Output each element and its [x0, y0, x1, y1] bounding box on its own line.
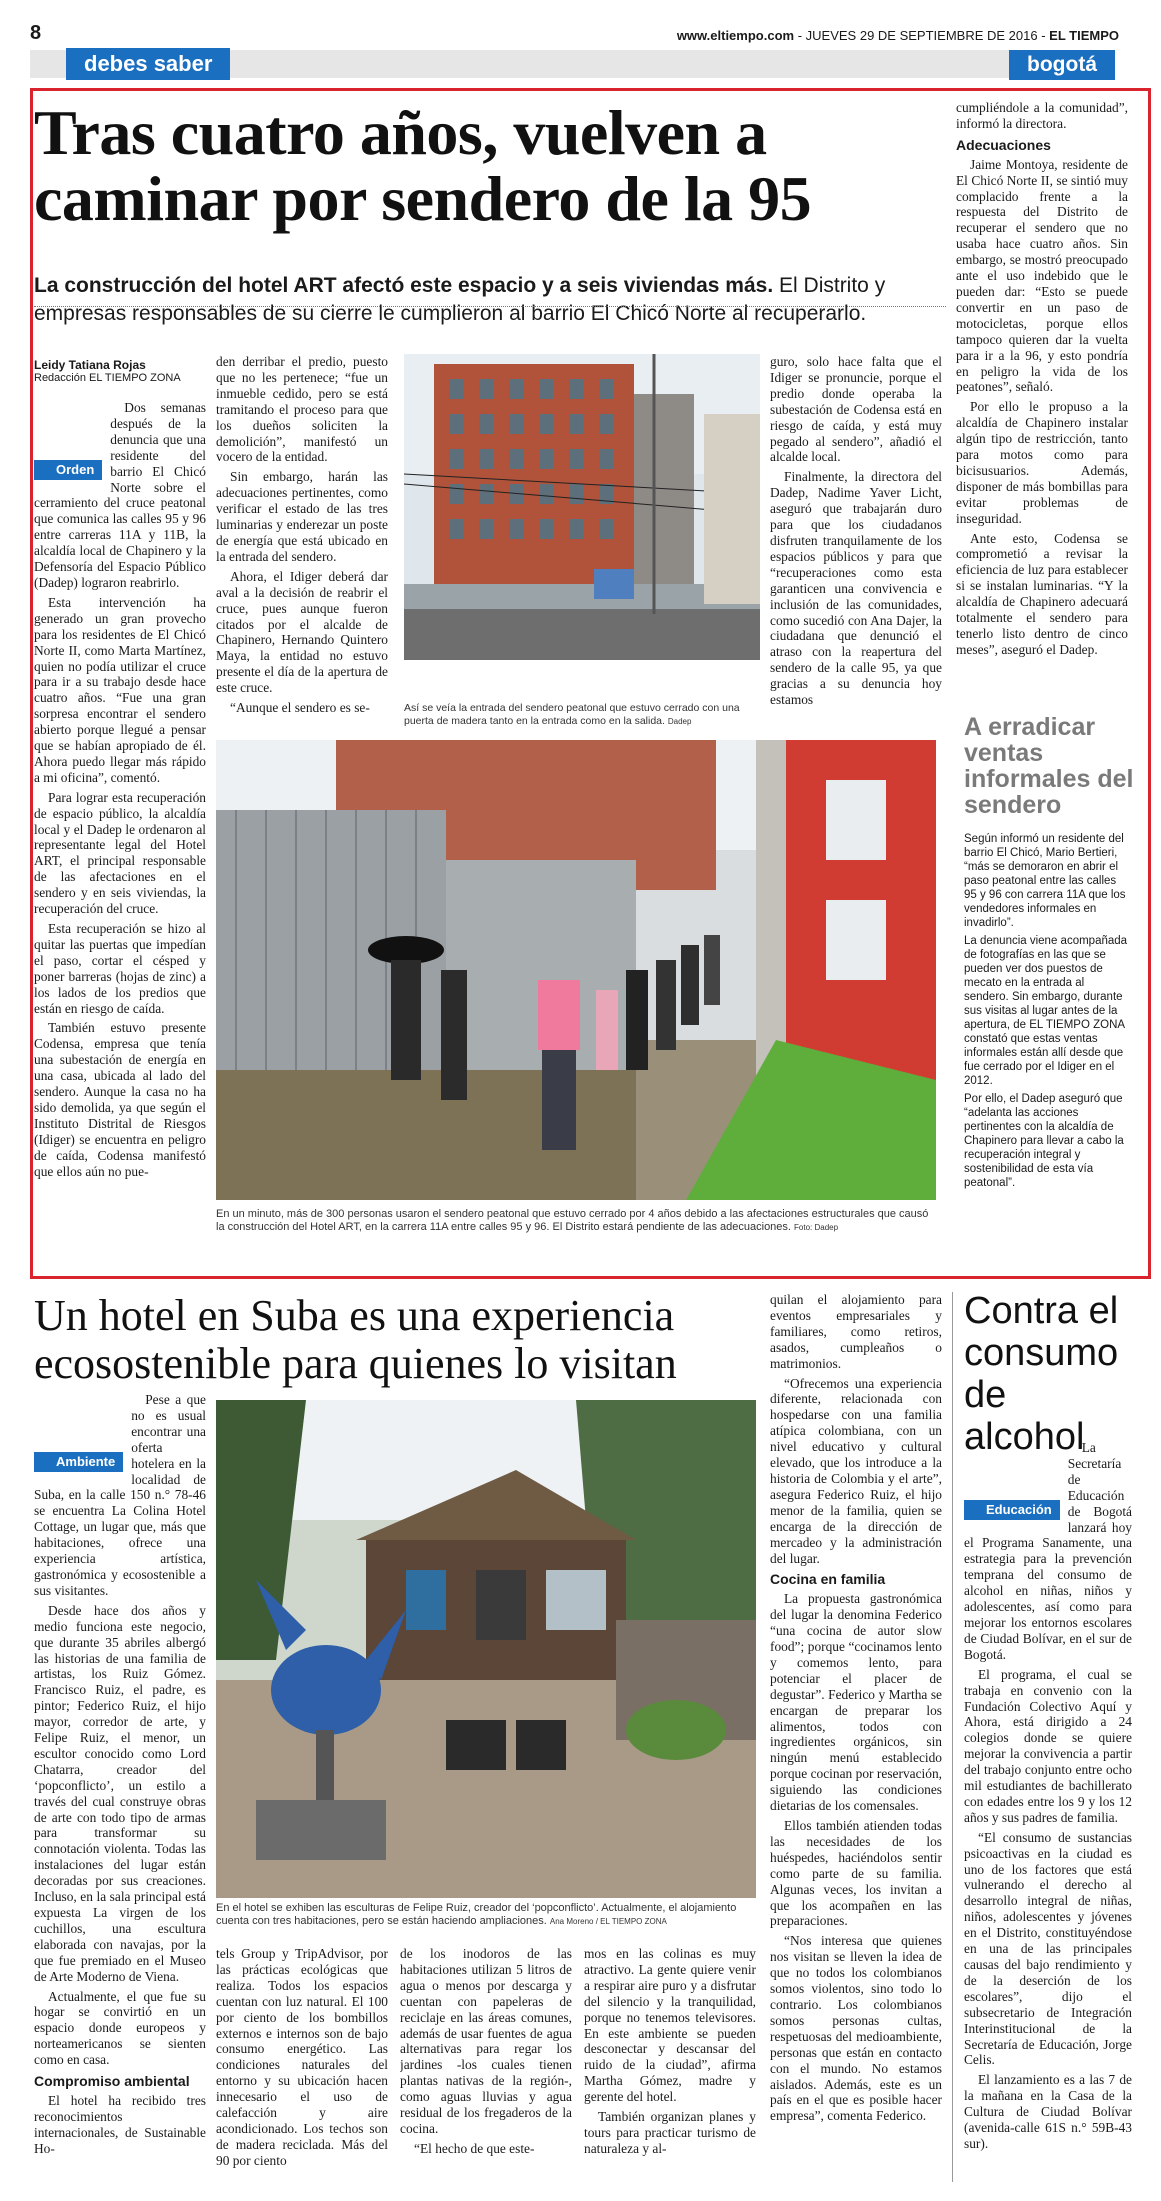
- hotel-col1-p1: [34, 1392, 206, 1599]
- tag-orden: Orden: [34, 460, 102, 480]
- dateline-sep: -: [797, 28, 806, 43]
- photo1-caption-text: Así se veía la entrada del sendero peatonal que estuvo cerrado con una puerta de madera tanto en la entrada como en la salida.: [404, 702, 740, 727]
- main-col5-p4: Ante esto, Codensa se comprometió a revisar la eficiencia de luz para establecer si se instalan luminarias. “Y la alcaldía de Chapinero adecuará totalmente el sendero para tenerlo listo dentro de cinco meses”, aseguró el Dadep.: [956, 530, 1128, 657]
- photo-hotel-building-art: [404, 354, 760, 660]
- deck-bold: La construcción del hotel ART afectó este espacio y a seis viviendas más.: [34, 274, 774, 297]
- dateline: [677, 28, 1119, 43]
- main-col5-p2: Jaime Montoya, residente de El Chicó Norte II, se sintió muy complacido frente a la respuesta del Distrito de recuperar el sendero que no usaba hace cuatro años. Sin embargo, se mostró preocupado ante el uso indebido que le pueden dar: “Esto se puede convertir en un paso de motocicletas, porque ellos tampoco quieren dar la vuelta para ir a la 96, y esto pondría en peligro la vida de los peatones”, señaló.: [956, 156, 1128, 395]
- alcohol-p3: “El consumo de sustancias psicoactivas en la ciudad es uno de los factores que está vulnerando el derecho al desarrollo integral de niñas, niños, adolescentes y jóvenes en el Distrito, constituyéndose en una de las principales causas del bajo rendimiento y de la deserción de los escolares”, dijo el subsecretario de Integración Interinstitucional de la Secretaría de Educación, Jorge Celis.: [964, 1829, 1132, 2068]
- sidebar-vendors-body: [964, 832, 1132, 1272]
- dateline-paper: EL TIEMPO: [1049, 28, 1119, 43]
- main-col-4: [770, 354, 942, 734]
- main-col5-p1: cumpliéndole a la comunidad”, informó la directora.: [956, 100, 1128, 131]
- hotel-col-3: [400, 1946, 572, 2182]
- hotel-col1-p2: Desde hace dos años y medio funciona este negocio, que durante 35 abriles albergó las historias de una familia de artistas, los Ruiz Gómez. Francisco Ruiz, el padre, es pintor; Federico Ruiz, el hijo mayor, corredor de arte, y Felipe Ruiz, el menor, un escultor conocido como Lord Chatarra, creador del ‘popconflicto’, un estilo a través del cual construye obras de arte con todo tipo de armas para transformar su connotación violenta. Todas las instalaciones del lugar están decoradas por sus creaciones. Incluso, en la sala principal está expuesta La virgen de los cuchillos, una escultura elaborada con navajas, por la que fue premiado en el Museo de Arte Moderno de Viena.: [34, 1602, 206, 1984]
- alcohol-p2: El programa, el cual se trabaja en convenio con la Fundación Colectivo Aquí y Ahora, está dirigido a 24 colegios donde se quiere mejorar la convivencia a partir del trabajo conjunto entre ocho mil estudiantes de bachillerato con edades entre los 9 y los 12 años y sus padres de familia.: [964, 1666, 1132, 1825]
- photo1-caption: [404, 702, 760, 728]
- hotel-col-2: [216, 1946, 388, 2182]
- alcohol-body: [964, 1440, 1132, 2182]
- hotel-photo-caption: [216, 1902, 756, 1928]
- hotel-col-4: [584, 1946, 756, 2182]
- main-col4-p2: Finalmente, la directora del Dadep, Nadime Yaver Licht, aseguró que trabajarán duro para que los ciudadanos disfruten tranquilamente de los espacios públicos y para que “recuperaciones como esta garanticen una convivencia e inclusión de las comunidades, como sucedió con Ana Dajer, la ciudadana que denunció el atraso con la reapertura del sendero de la calle 95, ya que gracias a su denuncia hoy estamos: [770, 469, 942, 708]
- photo-hotel-building: [404, 354, 760, 660]
- alcohol-headline: Contra el consumo de alcohol: [964, 1290, 1119, 1458]
- byline: [34, 358, 204, 384]
- byline-role: Redacción EL TIEMPO ZONA: [34, 372, 181, 384]
- main-col-5: [956, 100, 1128, 700]
- photo1-credit: Dadep: [667, 716, 692, 726]
- photo-walkway-crowd: [216, 740, 936, 1200]
- hotel-photo-caption-text: En el hotel se exhiben las esculturas de Felipe Ruiz, creador del ‘popconflicto’. Actualmente, el alojamiento cuenta con tres habitaciones, pero se están haciendo ampliaciones.: [216, 1902, 737, 1927]
- hotel-col4-p2: También organizan planes y tours para practicar turismo de naturaleza y al-: [584, 2109, 756, 2156]
- page-number: 8: [30, 22, 42, 44]
- main-col1-p4: Esta recuperación se hizo al quitar las puertas que impedían el paso, cortar el césped y poner barreras (hojas de zinc) a los lados de los predios que están en riesgo de caída.: [34, 921, 206, 1016]
- hotel-col3-p1: de los inodoros de las habitaciones utilizan 5 litros de agua o menos por descarga y cuentan con papeleras de reciclaje en las áreas comunes, además de usar fuentes de agua alternativas para regar los jardines -los cuales tienen plantas nativas de la región-, como aguas lluvias y agua residual de los fregaderos de la cocina.: [400, 1946, 572, 2136]
- main-col1-p5: También estuvo presente Codensa, empresa que tenía una subestación de energía en una casa, ubicada al lado del sendero. Aunque la casa no ha sido demolida, ya que según el Instituto Distrital de Riesgos (Idiger) se encuentra en peligro de caída, Codensa manifestó que ellos aún no pue-: [34, 1020, 206, 1179]
- main-col2-p4: “Aunque el sendero es se-: [230, 700, 370, 716]
- alcohol-p1: [964, 1440, 1132, 1663]
- photo2-caption-text: En un minuto, más de 300 personas usaron el sendero peatonal que estuvo cerrado por 4 años debido a las afectaciones estructurales que causó la construcción del Hotel ART, en la carrera 11A entre calles 95 y 96. El Distrito estará pendiente de las adecuaciones.: [216, 1208, 929, 1233]
- main-col2-p3: Ahora, el Idiger deberá dar aval a la decisión de reabrir el cruce, pues aunque fueron citados por el alcalde de Chapinero, Hernando Quintero Maya, la entidad no estuvo presente el día de la apertura de este cruce.: [216, 568, 388, 696]
- main-col2-p1: den derribar el predio, puesto que no les pertenece; “fue un inmueble cedido, pero se está tramitando el proceso para que los dueños soliciten la demolición”, manifestó un vocero de la entidad.: [216, 354, 388, 465]
- photo2-credit: Foto: Dadep: [794, 1223, 839, 1232]
- hotel-col1-p1-text: Pese a que no es usual encontrar una oferta hotelera en la localidad de Suba, en la calle 150 n.° 78-46 se encuentra La Colina Hotel Cottage, un lugar que, más que habitaciones, ofrece una experiencia artística, gastronómica y ecosostenible a sus visitantes.: [34, 1392, 206, 1598]
- main-deck: [34, 272, 954, 328]
- subhead-compromiso: Compromiso ambiental: [34, 2073, 190, 2090]
- hotel-col5-p3: La propuesta gastronómica del lugar la denomina Federico “una cocina de autor slow food”; porque “cocinamos lento y comemos lento, para potenciar el placer de degustar”. Federico y Martha se encargan de preparar los alimentos, todos con ingredientes orgánicos, sin ningún menú establecido porque cocinan por reservación, siguiendo las condiciones dietarias de los comensales.: [770, 1591, 942, 1814]
- alcohol-p1-text: La Secretaría de Educación de Bogotá lanzará hoy el Programa Sanamente, una estrategia para la prevención temprana del consumo de alcohol en niñas, niños y adolescentes, así como para mejorar los entornos escolares de Ciudad Bolívar, en el sur de Bogotá.: [964, 1440, 1132, 1662]
- byline-name: Leidy Tatiana Rojas: [34, 358, 146, 372]
- hotel-col5-p4: Ellos también atienden todas las necesidades de los huéspedes, haciéndolos sentir como parte de su familia. Algunas veces, los invitan a que los acompañen en las preparaciones.: [770, 1818, 942, 1929]
- hotel-col2-p1: tels Group y TripAdvisor, por las prácticas ecológicas que realiza. Todos los espacios cuentan con luz natural. El 100 por ciento de los bombillos externos e internos son de bajo consumo energético. Las condiciones naturales del entorno y su ubicación hacen innecesario el uso de calefacción y aire acondicionado. Los techos son de madera reciclada. Más del 90 por ciento: [216, 1946, 388, 2168]
- sidebar-p1: Según informó un residente del barrio El Chicó, Mario Bertieri, “más se demoraron en abrir el paso peatonal entre las calles 95 y 96 con carrera 11A que los vendedores informales en invadirlo”.: [964, 833, 1126, 929]
- hotel-col4-p1: mos en las colinas es muy atractivo. La gente quiere venir a respirar aire puro y a disfrutar del silencio y la tranquilidad, porque no tenemos televisores. En este ambiente se pueden desconectar y descansar del ruido de la ciudad”, afirma Martha Gómez, madre y gerente del hotel.: [584, 1946, 756, 2105]
- main-col5-p3: Por ello le propuso a la alcaldía de Chapinero instalar algún tipo de restricción, tanto para motos como para bicisusuarios. Además, disponer de más bombillas para evitar problemas de inseguridad.: [956, 399, 1128, 526]
- main-headline: Tras cuatro años, vuelven a caminar por sendero de la 95: [34, 97, 812, 234]
- hotel-col-1: [34, 1392, 206, 2182]
- alcohol-p4: El lanzamiento es a las 7 de la mañana en la Casa de la Cultura de Ciudad Bolívar (avenida-calle 61S n.° 59B-43 sur).: [964, 2072, 1132, 2151]
- hotel-col-5: [770, 1292, 942, 2182]
- hotel-col1-p3: Actualmente, el que fue su hogar se convirtió en un espacio donde europeos y norteamericanos se sienten como en casa.: [34, 1988, 206, 2068]
- photo-hotel-sculpture-art: [216, 1400, 756, 1898]
- main-col1-p3: Para lograr esta recuperación de espacio público, la alcaldía local y el Dadep le ordenaron al representante legal del Hotel ART, el principal responsable de las afectaciones en el sendero y en seis viviendas, la recuperación del cruce.: [34, 789, 206, 917]
- tag-ambiente: Ambiente: [34, 1452, 123, 1472]
- main-col1-p1: [34, 400, 206, 591]
- main-col2-p2: Sin embargo, harán las adecuaciones pertinentes, como verificar el estado de las tres luminarias y enderezar un poste de energía que está ubicado en la entrada del sendero.: [216, 469, 388, 564]
- subhead-cocina: Cocina en familia: [770, 1571, 886, 1588]
- main-col4-p1: guro, solo hace falta que el Idiger se pronuncie, porque el predio donde operaba la subestación de Codensa está en riesgo de caída, y está muy pegado al sendero”, añadió el alcalde local.: [770, 354, 942, 465]
- hotel-photo-credit: Ana Moreno / EL TIEMPO ZONA: [549, 1917, 667, 1926]
- hotel-col5-p2: “Ofrecemos una experiencia diferente, relacionada con hospedarse con una familia atípica colombiana, con un nivel educativo y cultural elevado, que los introduce a la historia de Colombia y el arte”, asegura Federico Ruiz, el hijo menor de la familia, quien se encarga de la dirección de mercadeo y la administración del lugar.: [770, 1375, 942, 1566]
- dateline-date: JUEVES 29 DE SEPTIEMBRE DE 2016: [805, 28, 1038, 43]
- hotel-col5-p1: quilan el alojamiento para eventos empresariales y familiares, como retiros, asados, cumpleaños o matrimonios.: [770, 1292, 942, 1371]
- tag-educacion: Educación: [964, 1500, 1060, 1520]
- hotel-col5-p5: “Nos interesa que quienes nos visitan se lleven la idea de que no todos los colombianos somos violentos, sino todo lo contrario. Los colombianos somos personas cultas, respetuosas del medioambiente, personas que están en contacto con el mundo. No estamos aislados. Además, este es un país en el que es posible hacer empresa”, comenta Federico.: [770, 1933, 942, 2124]
- sidebar-p2: La denuncia viene acompañada de fotografías en las que se pueden ver dos puestos de mecato en la entrada al sendero. Sin embargo, durante sus visitas al lugar antes de la apertura, de EL TIEMPO ZONA constató que estas ventas informales están allí desde que fue cerrado por el Idiger en el 2012.: [964, 935, 1128, 1087]
- sidebar-vendors-title: A erradicar ventas informales del sendero: [964, 713, 1134, 819]
- main-col-1: [34, 400, 206, 1275]
- hotel-headline: Un hotel en Suba es una experiencia ecosostenible para quienes lo visitan: [34, 1291, 677, 1388]
- hotel-col1-p4: El hotel ha recibido tres reconocimientos internacionales, de Sustainable Ho-: [34, 2092, 206, 2156]
- main-col1-p1-text: Dos semanas después de la denuncia que una residente del barrio El Chicó Norte sobre el cerramiento del cruce peatonal que comunica las calles 95 y 96 entre carreras 11A y 11B, la alcaldía local de Chapinero y la Defensoría del Espacio Público (Dadep) lograron reabrirlo.: [34, 400, 206, 590]
- deck-regular: El Distrito y empresas responsables de su cierre le cumplieron al barrio El Chicó Norte al recuperarlo.: [34, 274, 886, 325]
- photo-hotel-sculpture: [216, 1400, 756, 1898]
- deck-divider: [34, 306, 946, 307]
- main-col1-p2: Esta intervención ha generado un gran provecho para los residentes de El Chicó Norte II, como Marta Martínez, quien no podía utilizar el cruce para ir a su trabajo desde hace cuatro años. “Fue una gran sorpresa encontrar el sendero abierto porque llegué a pensar que se habían apropiado de él. Ahora puedo llegar más rápido a mi oficina”, comentó.: [34, 594, 206, 785]
- column-rule: [952, 1292, 953, 2182]
- dateline-site: www.eltiempo.com: [676, 28, 795, 43]
- section-tab-left: debes saber: [66, 48, 230, 80]
- hotel-col3-p2: “El hecho de que este-: [414, 2140, 535, 2156]
- subhead-adecuaciones: Adecuaciones: [956, 136, 1051, 153]
- section-tab-right: bogotá: [1009, 50, 1115, 80]
- sidebar-p3: Por ello, el Dadep aseguró que “adelanta las acciones pertinentes con la alcaldía de Chapinero para llevar a cabo la recuperación integral y sostenibilidad de esta vía peatonal”.: [964, 1093, 1124, 1189]
- photo-walkway-art: [216, 740, 936, 1200]
- dateline-sep2: -: [1041, 28, 1050, 43]
- main-col-2: [216, 354, 388, 724]
- photo2-caption: [216, 1208, 936, 1234]
